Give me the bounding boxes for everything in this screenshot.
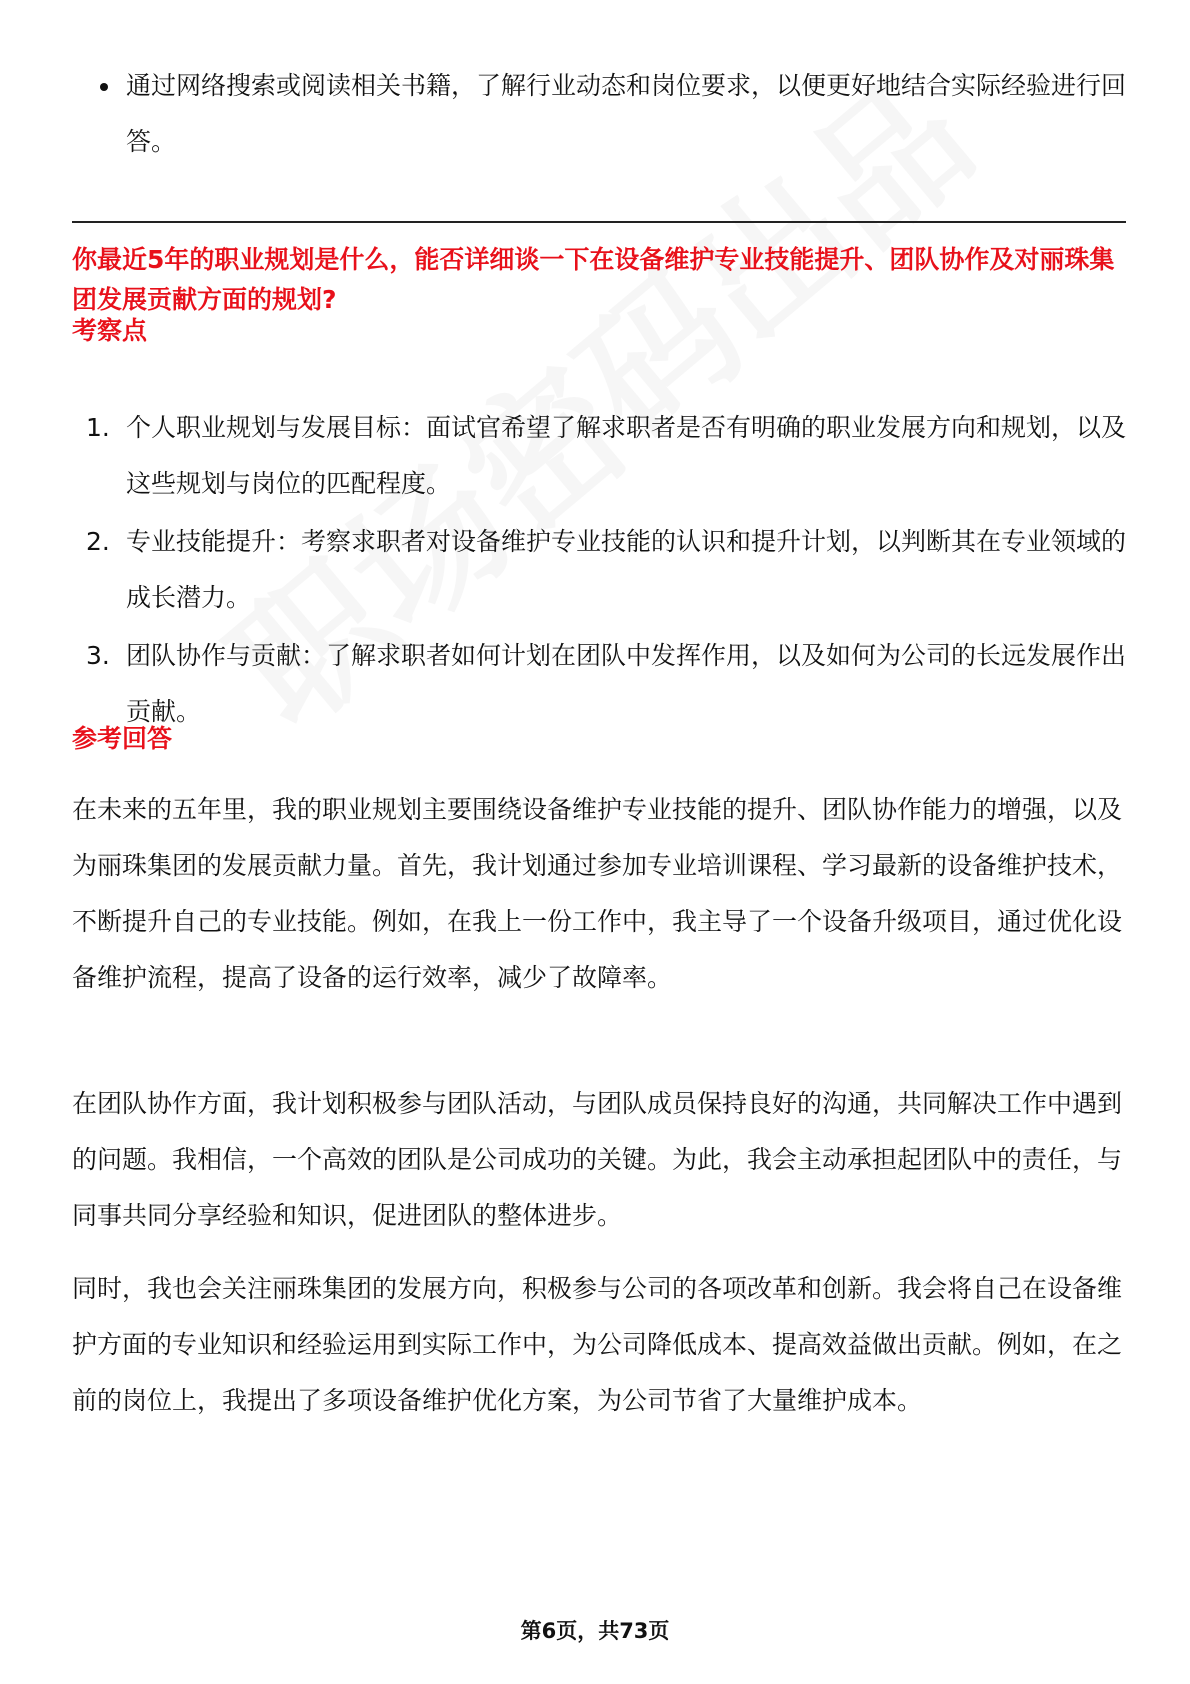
answer-paragraph: 在未来的五年里，我的职业规划主要围绕设备维护专业技能的提升、团队协作能力的增强，以及为丽珠集团的发展贡献力量。首先，我计划通过参加专业培训课程、学习最新的设备维护技术，不断提升自己的专业技能。例如，在我上一份工作中，我主导了一个设备升级项目，通过优化设备维护流程，提高了设备的运行效率，减少了故障率。 bbox=[72, 795, 1123, 992]
section-divider bbox=[72, 221, 1126, 223]
list-number: 1. bbox=[86, 413, 110, 442]
page-footer: 第6页，共73页 bbox=[520, 1619, 670, 1643]
list-item-text: 个人职业规划与发展目标：面试官希望了解求职者是否有明确的职业发展方向和规划，以及这些规划与岗位的匹配程度。 bbox=[126, 413, 1127, 498]
list-item bbox=[72, 400, 1126, 512]
list-item bbox=[72, 628, 1126, 740]
list-item-text: 专业技能提升：考察求职者对设备维护专业技能的认识和提升计划，以判断其在专业领域的成长潜力。 bbox=[126, 527, 1127, 612]
list-item bbox=[72, 58, 1126, 170]
answer-paragraph: 在团队协作方面，我计划积极参与团队活动，与团队成员保持良好的沟通，共同解决工作中遇到的问题。我相信，一个高效的团队是公司成功的关键。为此，我会主动承担起团队中的责任，与同事共同分享经验和知识，促进团队的整体进步。 bbox=[72, 1089, 1123, 1230]
list-item bbox=[72, 514, 1126, 626]
list-number: 2. bbox=[86, 527, 110, 556]
list-number: 3. bbox=[86, 641, 110, 670]
question-heading: 你最近5年的职业规划是什么，能否详细谈一下在设备维护专业技能提升、团队协作及对丽珠集团发展贡献方面的规划? bbox=[72, 245, 1115, 314]
exam-points-list bbox=[72, 400, 1126, 742]
exam-points-label: 考察点 bbox=[72, 316, 148, 345]
list-item-text: 团队协作与贡献：了解求职者如何计划在团队中发挥作用，以及如何为公司的长远发展作出贡献。 bbox=[126, 641, 1127, 726]
bullet-text: 通过网络搜索或阅读相关书籍，了解行业动态和岗位要求，以便更好地结合实际经验进行回答。 bbox=[126, 71, 1127, 156]
document-page bbox=[72, 0, 1126, 1684]
bullet-list bbox=[72, 58, 1126, 170]
answer-paragraph: 同时，我也会关注丽珠集团的发展方向，积极参与公司的各项改革和创新。我会将自己在设备维护方面的专业知识和经验运用到实际工作中，为公司降低成本、提高效益做出贡献。例如，在之前的岗位上，我提出了多项设备维护优化方案，为公司节省了大量维护成本。 bbox=[72, 1274, 1123, 1415]
reference-answer-label: 参考回答 bbox=[72, 724, 173, 753]
bullet-icon bbox=[72, 58, 126, 170]
